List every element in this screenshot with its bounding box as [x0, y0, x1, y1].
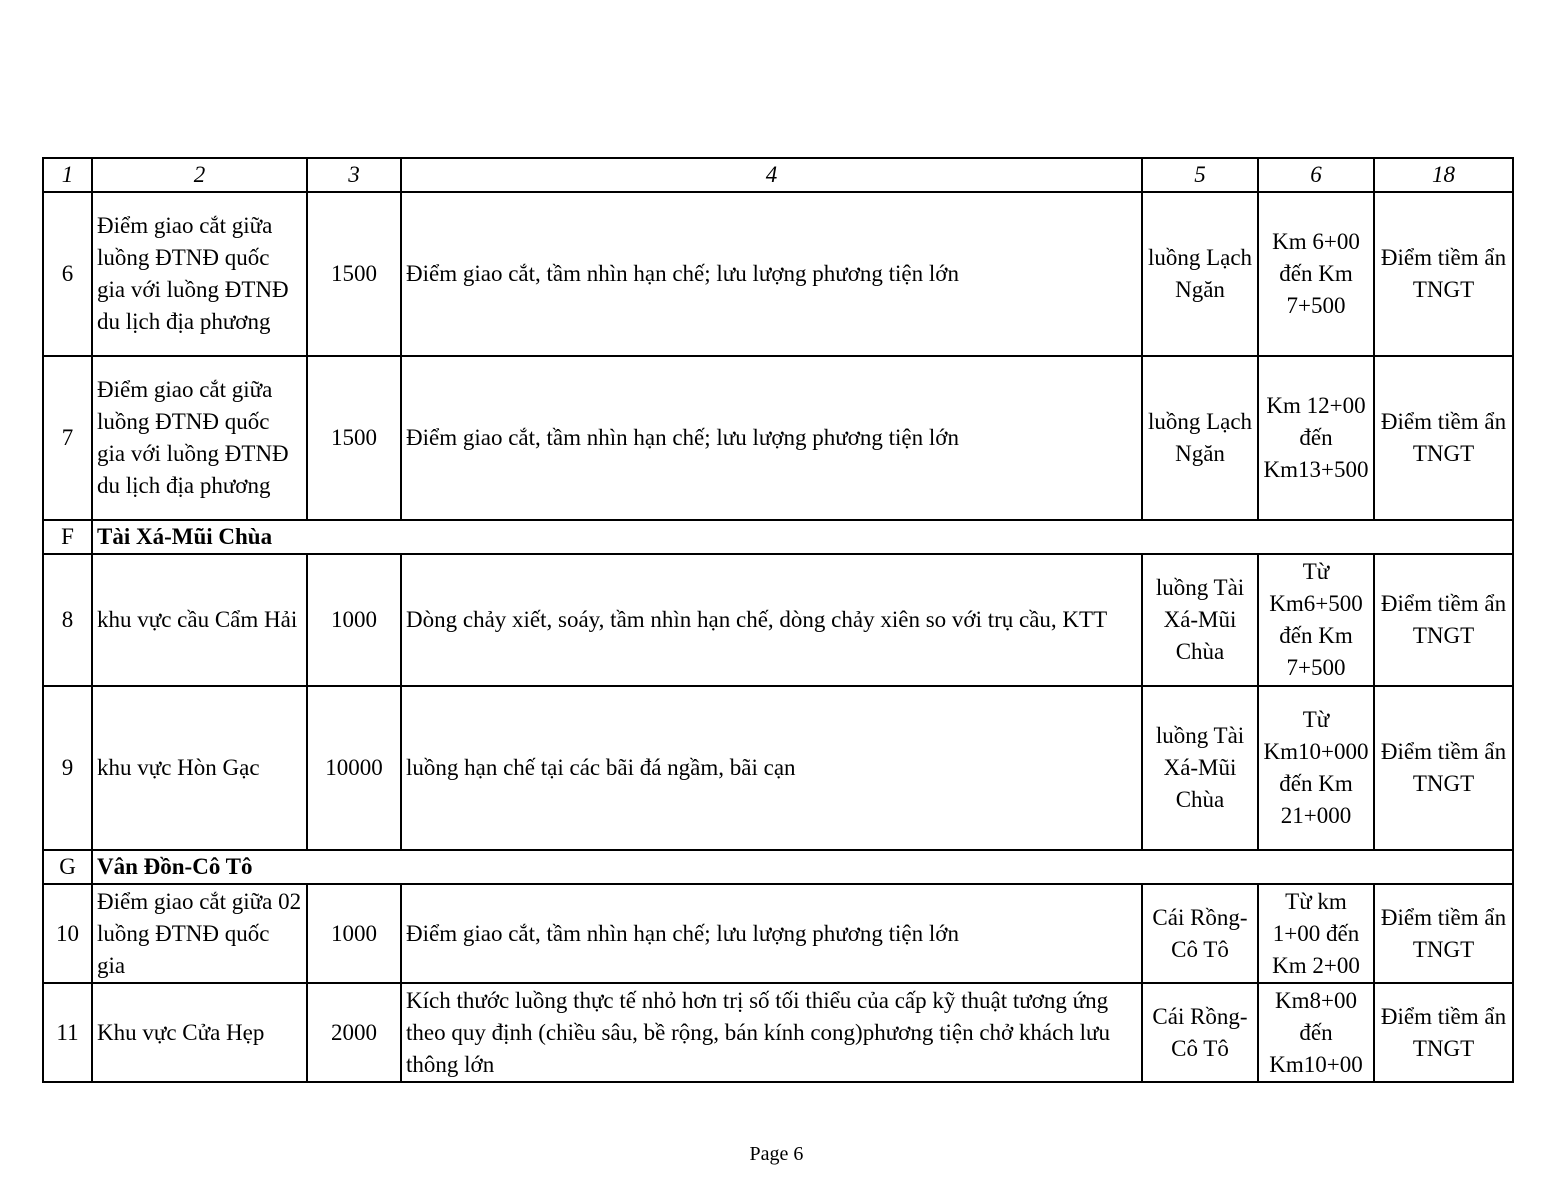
header-cell: 5 [1142, 158, 1258, 192]
row-number: 7 [43, 356, 92, 520]
type-cell: Điểm tiềm ẩn TNGT [1374, 554, 1513, 686]
header-cell: 3 [307, 158, 401, 192]
route-cell: luồng Lạch Ngăn [1142, 192, 1258, 356]
km-cell: Từ km 1+00 đến Km 2+00 [1258, 884, 1374, 983]
km-cell: Từ Km6+500 đến Km 7+500 [1258, 554, 1374, 686]
km-cell: Từ Km10+000 đến Km 21+000 [1258, 686, 1374, 850]
header-cell: 4 [401, 158, 1142, 192]
row-number: 11 [43, 983, 92, 1082]
section-row [43, 520, 1513, 554]
length-cell: 1000 [307, 554, 401, 686]
header-cell: 6 [1258, 158, 1374, 192]
description-cell: Điểm giao cắt, tầm nhìn hạn chế; lưu lượng phương tiện lớn [401, 192, 1142, 356]
row-number: 9 [43, 686, 92, 850]
row-number: 10 [43, 884, 92, 983]
route-cell: luồng Tài Xá-Mũi Chùa [1142, 554, 1258, 686]
location-cell: Điểm giao cắt giữa luồng ĐTNĐ quốc gia với luồng ĐTNĐ du lịch địa phương [92, 192, 307, 356]
length-cell: 1500 [307, 356, 401, 520]
length-cell: 10000 [307, 686, 401, 850]
page-number: Page 6 [749, 1143, 804, 1165]
location-cell: khu vực Hòn Gạc [92, 686, 307, 850]
description-cell: Kích thước luồng thực tế nhỏ hơn trị số tối thiểu của cấp kỹ thuật tương ứng theo quy định (chiều sâu, bề rộng, bán kính cong)phương tiện chở khách lưu thông lớn [401, 983, 1142, 1082]
table-row [43, 356, 1513, 520]
km-cell: Km 12+00 đến Km13+500 [1258, 356, 1374, 520]
table-row [43, 686, 1513, 850]
table-row [43, 192, 1513, 356]
section-code: G [43, 850, 92, 884]
location-cell: Điểm giao cắt giữa luồng ĐTNĐ quốc gia với luồng ĐTNĐ du lịch địa phương [92, 356, 307, 520]
description-cell: Điểm giao cắt, tầm nhìn hạn chế; lưu lượng phương tiện lớn [401, 884, 1142, 983]
route-cell: luồng Tài Xá-Mũi Chùa [1142, 686, 1258, 850]
length-cell: 1000 [307, 884, 401, 983]
section-title: Vân Đồn-Cô Tô [92, 850, 1513, 884]
description-cell: luồng hạn chế tại các bãi đá ngầm, bãi cạn [401, 686, 1142, 850]
table-row [43, 983, 1513, 1082]
section-title: Tài Xá-Mũi Chùa [92, 520, 1513, 554]
header-row [43, 158, 1513, 192]
row-number: 6 [43, 192, 92, 356]
section-code: F [43, 520, 92, 554]
type-cell: Điểm tiềm ẩn TNGT [1374, 983, 1513, 1082]
route-cell: Cái Rồng-Cô Tô [1142, 884, 1258, 983]
type-cell: Điểm tiềm ẩn TNGT [1374, 686, 1513, 850]
type-cell: Điểm tiềm ẩn TNGT [1374, 884, 1513, 983]
route-cell: luồng Lạch Ngăn [1142, 356, 1258, 520]
hazard-table [42, 157, 1514, 1083]
location-cell: Điểm giao cắt giữa 02 luồng ĐTNĐ quốc gia [92, 884, 307, 983]
row-number: 8 [43, 554, 92, 686]
location-cell: Khu vực Cửa Hẹp [92, 983, 307, 1082]
type-cell: Điểm tiềm ẩn TNGT [1374, 356, 1513, 520]
header-cell: 2 [92, 158, 307, 192]
description-cell: Dòng chảy xiết, soáy, tầm nhìn hạn chế, dòng chảy xiên so với trụ cầu, KTT [401, 554, 1142, 686]
route-cell: Cái Rồng-Cô Tô [1142, 983, 1258, 1082]
table-row [43, 884, 1513, 983]
description-cell: Điểm giao cắt, tầm nhìn hạn chế; lưu lượng phương tiện lớn [401, 356, 1142, 520]
length-cell: 2000 [307, 983, 401, 1082]
section-row [43, 850, 1513, 884]
km-cell: Km 6+00 đến Km 7+500 [1258, 192, 1374, 356]
header-cell: 18 [1374, 158, 1513, 192]
header-cell: 1 [43, 158, 92, 192]
location-cell: khu vực cầu Cẩm Hải [92, 554, 307, 686]
km-cell: Km8+00 đến Km10+00 [1258, 983, 1374, 1082]
type-cell: Điểm tiềm ẩn TNGT [1374, 192, 1513, 356]
table-row [43, 554, 1513, 686]
length-cell: 1500 [307, 192, 401, 356]
